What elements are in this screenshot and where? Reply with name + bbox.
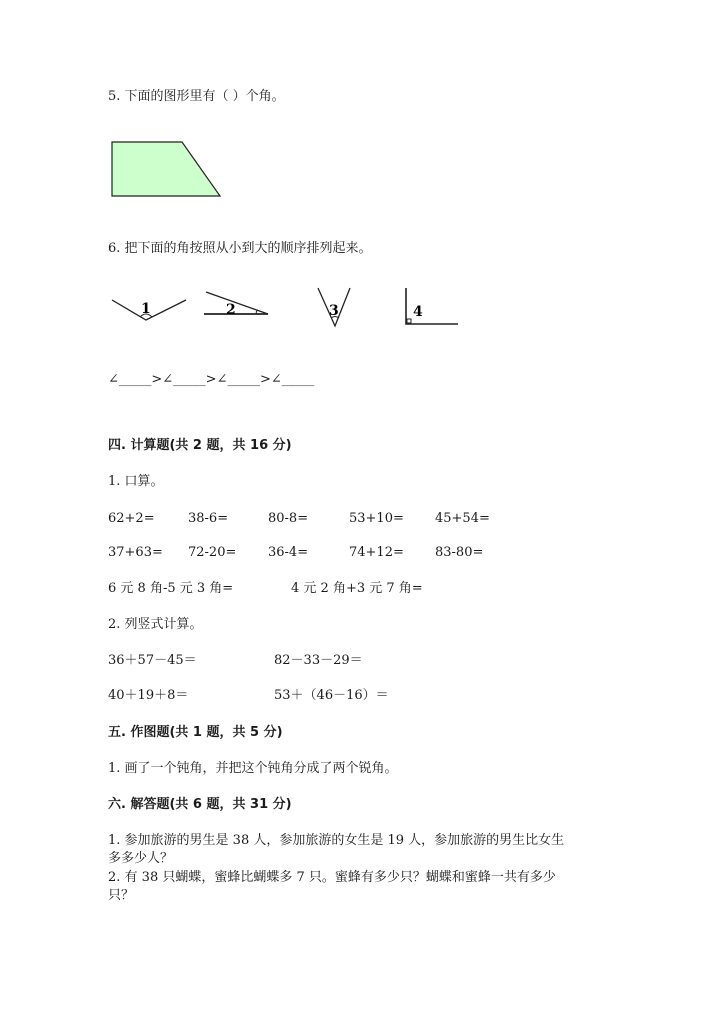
- vcalc-r1-c1: 36＋57－45＝: [108, 653, 197, 668]
- angle-4-label: 4: [413, 304, 423, 320]
- vcalc-r1-c2: 82－33－29＝: [274, 653, 363, 668]
- s4-q2-title: 2. 列竖式计算。: [108, 617, 203, 632]
- angle-2: [204, 292, 268, 318]
- calc-r2-c3: 36-4=: [268, 545, 309, 560]
- angle-4: [406, 288, 458, 324]
- angle-2-label: 2: [226, 302, 236, 318]
- calc-r1-c2: 38-6=: [188, 511, 229, 526]
- calc-r1-c1: 62+2=: [108, 511, 155, 526]
- s5-q1-text: 1. 画了一个钝角，并把这个钝角分成了两个锐角。: [108, 761, 398, 776]
- angles-figure: [108, 284, 468, 334]
- angle-1-label: 1: [141, 301, 151, 317]
- section4-title: 四. 计算题(共 2 题，共 16 分): [108, 438, 292, 453]
- angle-3-label: 3: [329, 303, 339, 319]
- calc-r2-c1: 37+63=: [108, 545, 163, 560]
- calc-r1-c4: 53+10=: [349, 511, 404, 526]
- q5-text: 5. 下面的图形里有（ ）个角。: [108, 89, 285, 104]
- calc-r1-c3: 80-8=: [268, 511, 309, 526]
- s6-q1-line2: 多多少人？: [108, 851, 174, 866]
- trapezoid-shape: [112, 142, 220, 196]
- calc-r2-c2: 72-20=: [188, 545, 237, 560]
- angle-3: [318, 288, 350, 326]
- calc-r1-c5: 45+54=: [435, 511, 490, 526]
- s6-q2-line2: 只？: [108, 888, 135, 903]
- calc-r3-c2: 4 元 2 角+3 元 7 角=: [291, 581, 423, 596]
- calc-r2-c5: 83-80=: [435, 545, 484, 560]
- section5-title: 五. 作图题(共 1 题，共 5 分): [108, 725, 283, 740]
- calc-r3-c1: 6 元 8 角-5 元 3 角=: [108, 581, 234, 596]
- trapezoid-figure: [108, 138, 224, 200]
- q6-text: 6. 把下面的角按照从小到大的顺序排列起来。: [108, 241, 372, 256]
- angle-1: [112, 300, 186, 320]
- s4-q1-title: 1. 口算。: [108, 474, 164, 489]
- calc-r2-c4: 74+12=: [349, 545, 404, 560]
- vcalc-r2-c2: 53＋（46－16）＝: [274, 688, 389, 703]
- vcalc-r2-c1: 40＋19＋8＝: [108, 688, 189, 703]
- angle-order-line: ∠_____>∠_____>∠_____>∠_____: [108, 372, 315, 387]
- s6-q1-line1: 1. 参加旅游的男生是 38 人，参加旅游的女生是 19 人，参加旅游的男生比女生: [108, 833, 565, 848]
- section6-title: 六. 解答题(共 6 题，共 31 分): [108, 797, 292, 812]
- s6-q2-line1: 2. 有 38 只蝴蝶，蜜蜂比蝴蝶多 7 只。蜜蜂有多少只？蝴蝶和蜜蜂一共有多少: [108, 870, 556, 885]
